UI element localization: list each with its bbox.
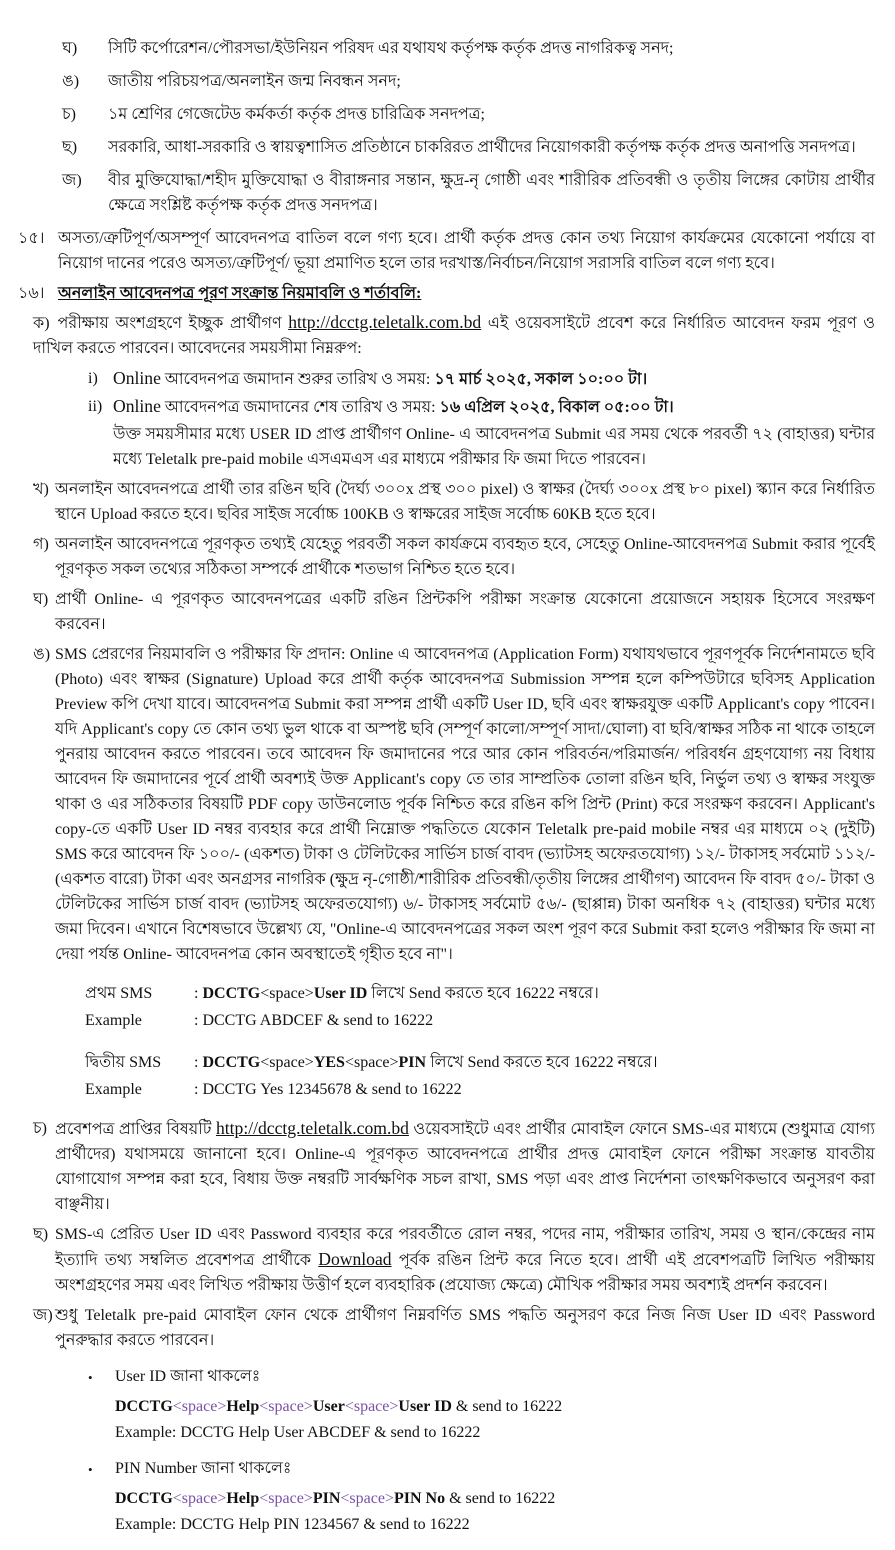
- text-segment: PIN: [312, 1490, 341, 1507]
- item-label: ঘ): [33, 591, 49, 608]
- text-segment: উক্ত সময়সীমার মধ্যে USER ID প্রাপ্ত প্রার্থীগণ Online- এ আবেদনপত্র Submit এর সময় থেকে পরবর্তী ৭২ (বাহাত্তর) ঘন্টার মধ্যে Teletalk pre-paid mobile এসএমএস এর মাধ্যমে পরীক্ষার ফি জমা দিতে পারবেন।: [113, 426, 875, 468]
- text-segment: শুধু Teletalk pre-paid মোবাইল ফোন থেকে প্রার্থীগণ নিম্নবর্ণিত SMS পদ্ধতি অনুসরণ করে নিজ নিজ User ID এবং Password পুনরুদ্ধার করতে পারবেন।: [55, 1307, 875, 1349]
- item-text: [108, 106, 485, 123]
- item-text: [115, 1490, 555, 1507]
- bullet-icon: •: [88, 1462, 93, 1477]
- item-text: [115, 1368, 260, 1385]
- text-segment: লিখে Send করতে হবে 16222 নম্বরে।: [367, 985, 599, 1002]
- item-label: i): [88, 370, 98, 387]
- text-segment: Download: [318, 1249, 392, 1269]
- text-segment: পূর্বক রঙিন প্রিন্ট করে নিতে হবে। প্রার্থী এই প্রবেশপত্রটি লিখিত পরীক্ষায় অংশগ্রহণের সময় এবং লিখিত পরীক্ষায় উত্তীর্ণ হলে ব্যবহারিক (প্রযোজ্য ক্ষেত্রে) মৌখিক পরীক্ষার সময় অবশ্যই প্রদর্শন করবেন।: [55, 1252, 875, 1294]
- item-text: [108, 73, 401, 90]
- text-segment: <space>: [344, 1398, 399, 1415]
- item-text: [108, 40, 674, 57]
- item-label: দ্বিতীয় SMS: [85, 1054, 162, 1071]
- text-segment: ১ম শ্রেণির গেজেটেড কর্মকর্তা কর্তৃক প্রদত্ত চারিত্রিক সনদপত্র;: [108, 106, 485, 123]
- text-segment: প্রার্থী Online- এ পূরণকৃত আবেদনপত্রের একটি রঙিন প্রিন্টকপি পরীক্ষা সংক্রান্ত যেকোনো প্রয়োজনে সহায়ক হিসেবে সংরক্ষণ করবেন।: [55, 591, 875, 633]
- item-text: [108, 139, 856, 156]
- item-label: জ): [33, 1307, 53, 1324]
- text-segment: প্রবেশপত্র প্রাপ্তির বিষয়টি: [55, 1121, 216, 1138]
- sms-row-first: [0, 981, 875, 1006]
- item-text: [55, 481, 875, 523]
- item-label: ছ): [33, 1226, 49, 1243]
- sub-item-ja-recover: [0, 1303, 875, 1353]
- sub-item-ga: [0, 532, 875, 582]
- item-text: [113, 368, 648, 388]
- item-text: [55, 591, 875, 633]
- item-label: প্রথম SMS: [85, 985, 153, 1002]
- text-segment: আবেদনপত্র জমাদান শুরুর তারিখ ও সময়:: [160, 371, 435, 388]
- text-segment: অসত্য/ত্রুটিপূর্ণ/অসম্পূর্ণ আবেদনপত্র বাতিল বলে গণ্য হবে। প্রার্থী কর্তৃক প্রদত্ত কোন তথ্য নিয়োগ কার্যক্রমের যেকোনো পর্যায়ে বা নিয়োগ দানের পরেও অসত্য/ত্রুটিপূর্ণ/ ভূয়া প্রমাণিত হলে তার দরখাস্ত/নির্বাচন/নিয়োগ সরাসরি বাতিল বলে গণ্য হবে।: [58, 230, 875, 272]
- item-label: ii): [88, 398, 103, 415]
- text-segment: অনলাইন আবেদনপত্রে প্রার্থী তার রঙিন ছবি (দৈর্ঘ্য ৩০০x প্রস্থ ৩০০ pixel) ও স্বাক্ষর (দৈর্ঘ্য ৩০০x প্রস্থ ৮০ pixel) স্ক্যান করে নির্ধারিত স্থানে Upload করতে হবে। ছবির সাইজ সর্বোচ্চ 100KB ও স্বাক্ষরের সাইজ সর্বোচ্চ 60KB হতে হবে।: [55, 481, 875, 523]
- example-recover-userid: [115, 1420, 875, 1445]
- item-label: চ): [62, 106, 76, 123]
- text-segment: SMS-এ প্রেরিত User ID এবং Password ব্যবহার করে পরবর্তীতে রোল নম্বর, পদের নাম, পরীক্ষার তারিখ, সময় ও স্থান/কেন্দ্রের নাম ইত্যাদি তথ্য সম্বলিত প্রবেশপত্র প্রার্থীকে: [55, 1226, 875, 1269]
- cmd-recover-userid: [115, 1394, 875, 1419]
- text-segment: User ID জানা থাকলেঃ: [115, 1368, 261, 1385]
- text-segment: অনলাইন আবেদনপত্রে পূরণকৃত তথ্যই যেহেতু পরবর্তী সকল কার্যক্রমে ব্যবহৃত হবে, সেহেতু Online-আবেদনপত্র Submit করার পূর্বেই পূরণকৃত সকল তথ্যের সঠিকতা সম্পর্কে প্রার্থীকে শতভাগ নিশ্চিত হতে হবে।: [55, 536, 875, 578]
- item-text: [113, 396, 674, 416]
- text-segment: & send to 16222: [451, 1398, 563, 1415]
- item-text: [33, 312, 875, 357]
- item-text: [108, 172, 875, 214]
- item-text: [194, 1054, 658, 1071]
- cmd-recover-pin: [115, 1486, 875, 1511]
- text-segment: <space>: [172, 1490, 227, 1507]
- sms-example-first: [0, 1008, 875, 1033]
- item-label: ঙ): [33, 646, 51, 663]
- fee-window-note: [113, 422, 875, 472]
- text-segment: <space>: [259, 1490, 313, 1507]
- bullet-pin-known: [0, 1456, 875, 1481]
- item-text: [194, 1012, 433, 1029]
- text-segment: ১৭ মার্চ ২০২৫, সকাল ১০:০০ টা।: [434, 371, 648, 388]
- item-text: [194, 985, 599, 1002]
- item-label: গ): [33, 536, 49, 553]
- item-label: ছ): [62, 139, 78, 156]
- text-segment: & send to 16222: [445, 1490, 556, 1507]
- text-segment: <space>: [260, 1054, 314, 1071]
- text-segment: <space>: [340, 1490, 394, 1507]
- item-label: ১৬।: [18, 285, 45, 302]
- text-segment: লিখে Send করতে হবে 16222 নম্বরে।: [426, 1054, 658, 1071]
- text-segment: SMS প্রেরণের নিয়মাবলি ও পরীক্ষার ফি প্রদান: Online এ আবেদনপত্র (Application Form) যথাযথভাবে পূরণপূর্বক নির্দেশনামতে ছবি (Photo) এবং স্বাক্ষর (Signature) Upload করে প্রার্থী কর্তৃক আবেদনপত্র Submission সম্পন্ন হলে কম্পিউটারে ছবিসহ Application Preview কপি দেখা যাবে। আবেদনপত্র Submit করা সম্পন্ন প্রার্থী একটি User ID, ছবি এবং স্বাক্ষরযুক্ত একটি Applicant's copy পাবেন। যদি Applicant's copy তে কোন তথ্য ভুল থাকে বা অস্পষ্ট ছবি (সম্পূর্ণ কালো/সম্পূর্ণ সাদা/ঘোলা) বা ছবি/স্বাক্ষর সঠিক না থাকে তাহলে পুনরায় আবেদন করতে পারবেন। তবে আবেদন ফি জমাদানের পরে আর কোন পরিবর্তন/পরিমার্জন/ পরিবর্ধন গ্রহণযোগ্য নয় বিধায় আবেদন ফি জমাদানের পূর্বে প্রার্থী অবশ্যই উক্ত Applicant's copy তে তার সাম্প্রতিক তোলা রঙিন ছবি, নির্ভুল তথ্য ও স্বাক্ষর সংযুক্ত থাকা ও এর সঠিকতার বিষয়টি PDF copy ডাউনলোড পূর্বক নিশ্চিত করে রঙিন কপি প্রিন্ট (Print) করে সংরক্ষণ করবেন। Applicant's copy-তে একটি User ID নম্বর ব্যবহার করে প্রার্থী নিম্নোক্ত পদ্ধতিতে যেকোন Teletalk pre-paid mobile নম্বর এর মাধ্যমে ০২ (দুইটি) SMS করে আবেদন ফি ১০০/- (একশত) টাকা ও টেলিটকের সার্ভিস চার্জ বাবদ (ভ্যাটসহ অফেরতযোগ্য) ১২/- টাকাসহ সর্বমোট ১১২/- (একশত বারো) টাকা এবং অনগ্রসর নাগরিক (ক্ষুদ্র নৃ-গোষ্ঠী/শারীরিক প্রতিবন্ধী/তৃতীয় লিঙ্গের প্রার্থীগণ) আবেদন ফি বাবদ ৫০/- টাকা ও টেলিটকের সার্ভিস চার্জ বাবদ (ভ্যাটসহ অফেরতযোগ্য) ৬/- টাকাসহ সর্বমোট ৫৬/- (ছাপ্পান্ন) টাকা অনধিক ৭২ (বাহাত্তর) ঘন্টার মধ্যে জমা দিবেন। এখানে বিশেষভাবে উল্লেখ্য যে, "Online-এ আবেদনপত্রের সকল অংশ পূরণ করে Submit করা হলেও পরীক্ষার ফি জমা না দেয়া পর্যন্ত Online- আবেদনপত্র কোন অবস্থাতেই গৃহীত হবে না"।: [55, 646, 875, 963]
- sms-row-second: [0, 1050, 875, 1075]
- item-text: [55, 646, 875, 963]
- bullet-userid-known: [0, 1364, 875, 1389]
- sub-item-ka: [0, 310, 875, 361]
- text-segment: Help: [226, 1398, 260, 1415]
- bullet-icon: •: [88, 1370, 93, 1385]
- sub-item-cha-admit: [0, 1116, 875, 1217]
- item-label: ঘ): [62, 40, 78, 57]
- item-text: [55, 1307, 875, 1349]
- text-segment: Example: DCCTG Help PIN 1234567 & send to 16222: [115, 1516, 470, 1533]
- cert-item-ja: [0, 168, 875, 218]
- text-segment: DCCTG: [202, 985, 261, 1002]
- text-segment: <space>: [344, 1054, 399, 1071]
- sub-item-kha: [0, 477, 875, 527]
- sub-item-gha: [0, 587, 875, 637]
- sub-item-chha-download: [0, 1222, 875, 1298]
- item-text: [55, 1118, 876, 1213]
- item-label: Example: [85, 1012, 142, 1029]
- item-text: [55, 536, 875, 578]
- text-segment: সরকারি, আধা-সরকারি ও স্বায়ত্বশাসিত প্রতিষ্ঠানে চাকরিরত প্রার্থীদের নিয়োগকারী কর্তৃপক্ষ কর্তৃক প্রদত্ত অনাপত্তি সনদপত্র।: [108, 139, 856, 156]
- website-link[interactable]: http://dcctg.teletalk.com.bd: [215, 1118, 409, 1138]
- cert-item-chha: [0, 135, 875, 160]
- item-text: [115, 1460, 291, 1477]
- item-label: জ): [62, 172, 82, 189]
- text-segment: পরীক্ষায় অংশগ্রহণে ইচ্ছুক প্রার্থীগণ: [57, 315, 289, 332]
- text-segment: জাতীয় পরিচয়পত্র/অনলাইন জন্ম নিবন্ধন সনদ;: [108, 73, 401, 90]
- text-segment: <space>: [259, 1398, 313, 1415]
- item-text: [58, 230, 875, 272]
- text-segment: <space>: [172, 1398, 227, 1415]
- text-segment: সিটি কর্পোরেশন/পৌরসভা/ইউনিয়ন পরিষদ এর যথাযথ কর্তৃপক্ষ কর্তৃক প্রদত্ত নাগরিকত্ব সনদ;: [108, 40, 674, 57]
- sms-example-second: [0, 1077, 875, 1102]
- text-segment: User ID: [313, 985, 368, 1002]
- section-16-heading: [0, 281, 875, 306]
- text-segment: :: [194, 985, 203, 1002]
- item-text: [55, 1226, 875, 1294]
- online-start-date: [0, 366, 875, 392]
- item-label: চ): [33, 1120, 47, 1137]
- item-label: ঙ): [62, 73, 80, 90]
- text-segment: Example: DCCTG Help User ABCDEF & send to 16222: [115, 1424, 481, 1441]
- text-segment: <space>: [260, 985, 314, 1002]
- sub-item-uno-sms: [0, 642, 875, 967]
- item-label: ১৫।: [18, 230, 45, 247]
- text-segment: DCCTG: [115, 1398, 173, 1415]
- item-15: [0, 226, 875, 276]
- text-segment: Help: [226, 1490, 260, 1507]
- text-segment: Online: [113, 396, 161, 416]
- text-segment: PIN Number জানা থাকলেঃ: [115, 1460, 292, 1477]
- item-text: [194, 1081, 462, 1098]
- text-segment: : DCCTG ABDCEF & send to 16222: [194, 1012, 434, 1029]
- website-link[interactable]: http://dcctg.teletalk.com.bd: [288, 312, 482, 332]
- text-segment: Online: [113, 368, 161, 388]
- text-segment: User ID: [398, 1398, 452, 1415]
- item-label: Example: [85, 1081, 142, 1098]
- text-segment: User: [312, 1398, 345, 1415]
- cert-item-gha: [0, 36, 875, 61]
- item-text: [115, 1424, 480, 1441]
- item-text: [113, 426, 875, 468]
- text-segment: PIN: [398, 1054, 427, 1071]
- cert-item-cha: [0, 102, 875, 127]
- text-segment: DCCTG: [115, 1490, 173, 1507]
- item-label: খ): [33, 481, 49, 498]
- item-text: [115, 1398, 562, 1415]
- text-segment: :: [194, 1054, 203, 1071]
- online-end-date: [0, 394, 875, 420]
- example-recover-pin: [115, 1512, 875, 1537]
- item-text: [58, 285, 421, 302]
- item-text: [115, 1516, 470, 1533]
- text-segment: ১৬ এপ্রিল ২০২৫, বিকাল ০৫:০০ টা।: [439, 399, 674, 416]
- text-segment: আবেদনপত্র জমাদানের শেষ তারিখ ও সময়:: [160, 399, 440, 416]
- text-segment: বীর মুক্তিযোদ্ধা/শহীদ মুক্তিযোদ্ধা ও বীরাঙ্গনার সন্তান, ক্ষুদ্র-নৃ গোষ্ঠী এবং শারীরিক প্রতিবন্ধী ও তৃতীয় লিঙ্গের কোটায় প্রার্থীর ক্ষেত্রে সংশ্লিষ্ট কর্তৃপক্ষ কর্তৃক প্রদত্ত সনদপত্র।: [108, 172, 875, 214]
- text-segment: ওয়েবসাইটে এবং প্রার্থীর মোবাইল ফোনে SMS-এর মাধ্যমে (শুধুমাত্র যোগ্য প্রার্থীদের) যথাসময়ে জানানো হবে। Online-এ পূরণকৃত আবেদনপত্রে প্রার্থীর প্রদত্ত মোবাইল ফোনে পরীক্ষা সংক্রান্ত যাবতীয় যোগাযোগ সম্পন্ন করা হবে, বিধায় উক্ত নম্বরটি সার্বক্ষণিক সচল রাখা, SMS পড়া এবং প্রাপ্ত নির্দেশনা তাৎক্ষণিকভাবে অনুসরণ করা বাঞ্ছনীয়।: [55, 1121, 876, 1213]
- item-label: ক): [33, 315, 50, 332]
- text-segment: DCCTG: [202, 1054, 261, 1071]
- text-segment: : DCCTG Yes 12345678 & send to 16222: [194, 1081, 462, 1098]
- text-segment: এই ওয়েবসাইটে প্রবেশ করে নির্ধারিত আবেদন ফরম পূরণ ও দাখিল করতে পারবেন। আবেদনের সময়সীমা নিম্নরুপ:: [33, 315, 875, 357]
- cert-item-uno: [0, 69, 875, 94]
- text-segment: PIN No: [393, 1490, 446, 1507]
- text-segment: YES: [313, 1054, 345, 1071]
- text-segment: অনলাইন আবেদনপত্র পূরণ সংক্রান্ত নিয়মাবলি ও শর্তাবলি:: [58, 285, 422, 302]
